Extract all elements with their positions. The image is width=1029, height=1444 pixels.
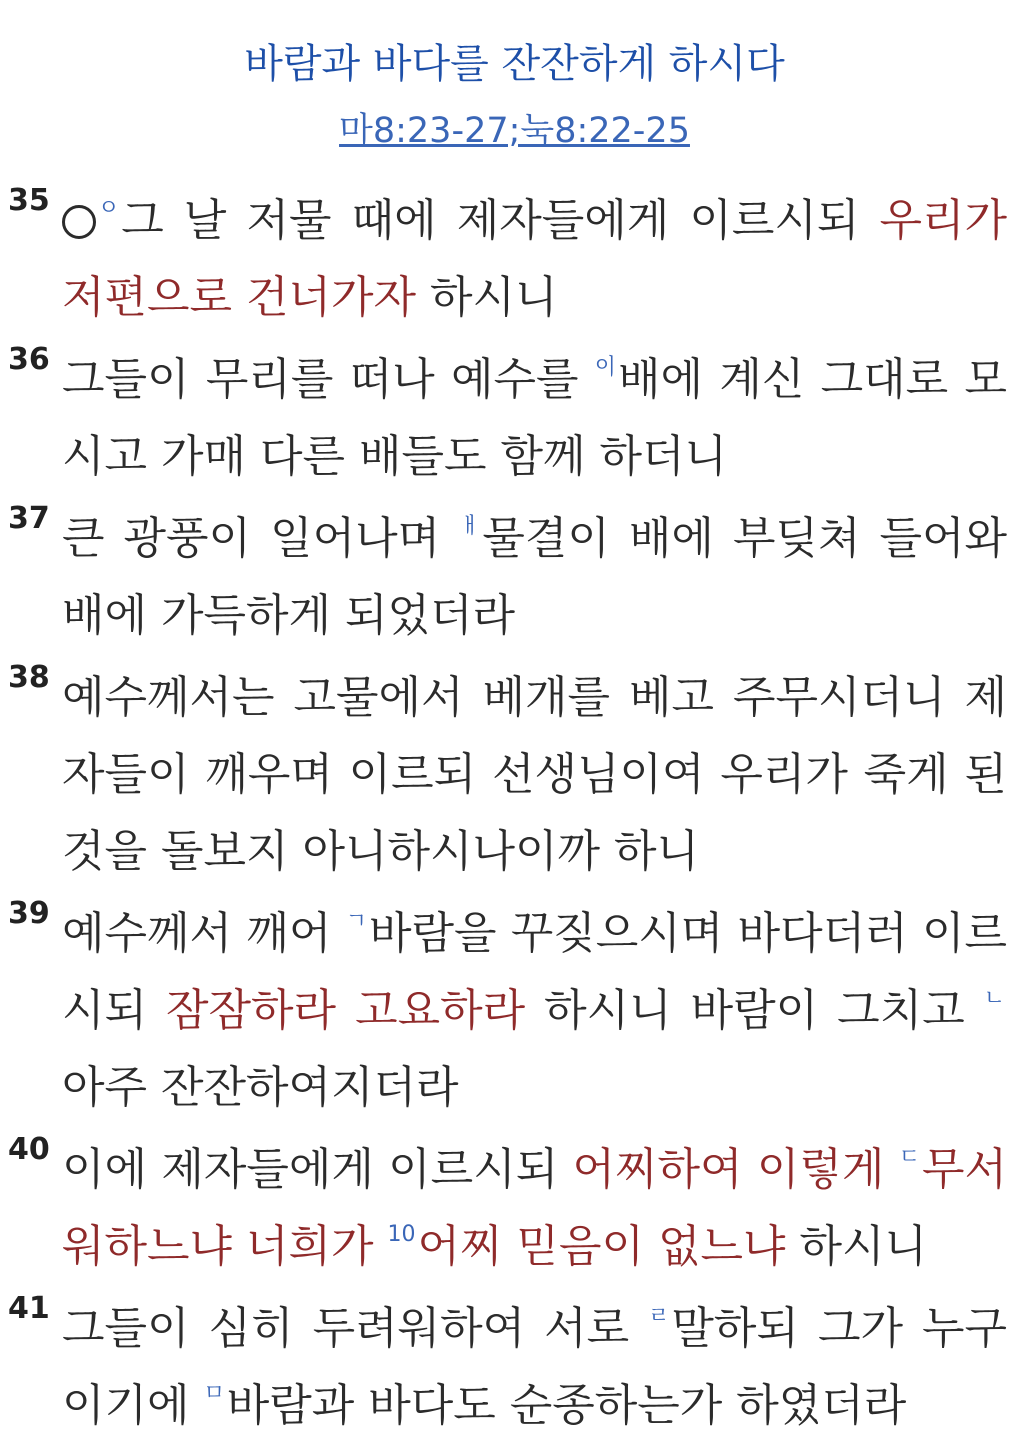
footnote-marker[interactable]: ㅐ bbox=[459, 514, 481, 539]
words-of-jesus: 어찌하여 이렇게 bbox=[572, 1144, 899, 1195]
verse-text: 바람을 꾸짖으시며 바다더러 이르시되 bbox=[62, 908, 1007, 1036]
verse-text: 하시니 바람이 그치고 bbox=[525, 985, 984, 1036]
verse-text: 바람과 바다도 순종하는가 하였더라 bbox=[226, 1380, 907, 1431]
verse-35 bbox=[0, 182, 1029, 336]
verse-41 bbox=[0, 1290, 1029, 1444]
verse-text: 말하되 그가 누구이기에 bbox=[62, 1303, 1007, 1431]
footnote-marker[interactable]: ㅇ bbox=[98, 196, 120, 221]
verse-36 bbox=[0, 341, 1029, 495]
verse-text: 하시니 bbox=[785, 1221, 928, 1272]
verse-text: 배에 계신 그대로 모시고 가매 다른 배들도 함께 하더니 bbox=[62, 354, 1007, 482]
verse-number: 39 bbox=[8, 896, 50, 931]
verse-number: 37 bbox=[8, 501, 50, 536]
section-heading: 바람과 바다를 잔잔하게 하시다 bbox=[244, 41, 785, 87]
footnote-marker[interactable]: 이 bbox=[594, 355, 617, 380]
words-of-jesus: 잠잠하라 고요하라 bbox=[166, 985, 526, 1036]
footnote-marker[interactable]: ㄱ bbox=[345, 909, 367, 934]
verse-text: 그 날 저물 때에 제자들에게 이르시되 bbox=[121, 195, 880, 246]
verse-text: 큰 광풍이 일어나며 bbox=[62, 513, 460, 564]
footnote-marker[interactable]: ㄴ bbox=[983, 986, 1005, 1011]
verse-number: 35 bbox=[8, 183, 50, 218]
footnote-marker[interactable]: ㄹ bbox=[648, 1304, 670, 1329]
footnote-marker[interactable]: 10 bbox=[387, 1222, 416, 1247]
verse-text: 그들이 심히 두려워하여 서로 bbox=[62, 1303, 649, 1354]
verse-number: 36 bbox=[8, 342, 50, 377]
verse-number: 41 bbox=[8, 1291, 50, 1326]
cross-reference-link[interactable]: 마8:23-27;눅8:22-25 bbox=[339, 111, 690, 151]
verse-text: 예수께서 깨어 bbox=[62, 908, 346, 959]
footnote-marker[interactable]: ㄷ bbox=[898, 1145, 920, 1170]
words-of-jesus: 우리가 저편으로 건너가자 bbox=[62, 195, 1007, 323]
verse-text: 하시니 bbox=[416, 272, 558, 323]
verse-39 bbox=[0, 895, 1029, 1126]
verse-text: 이에 제자들에게 이르시되 bbox=[62, 1144, 573, 1195]
verse-number: 38 bbox=[8, 660, 50, 695]
paragraph-marker-icon bbox=[62, 205, 96, 239]
verse-text: 그들이 무리를 떠나 예수를 bbox=[62, 354, 595, 405]
words-of-jesus: 무서워하느냐 너희가 bbox=[62, 1144, 1007, 1272]
verse-list bbox=[0, 182, 1029, 1444]
verse-38 bbox=[0, 659, 1029, 890]
verse-text: 물결이 배에 부딪쳐 들어와 배에 가득하게 되었더라 bbox=[62, 513, 1007, 641]
words-of-jesus: 어찌 믿음이 없느냐 bbox=[417, 1221, 786, 1272]
verse-number: 40 bbox=[8, 1132, 50, 1167]
footnote-marker[interactable]: ㅁ bbox=[203, 1381, 225, 1406]
verse-text: 아주 잔잔하여지더라 bbox=[62, 1062, 459, 1113]
verse-40 bbox=[0, 1131, 1029, 1285]
verse-37 bbox=[0, 500, 1029, 654]
verse-text: 예수께서는 고물에서 베개를 베고 주무시더니 제자들이 깨우며 이르되 선생님이여 우리가 죽게 된 것을 돌보지 아니하시나이까 하니 bbox=[62, 672, 1007, 877]
